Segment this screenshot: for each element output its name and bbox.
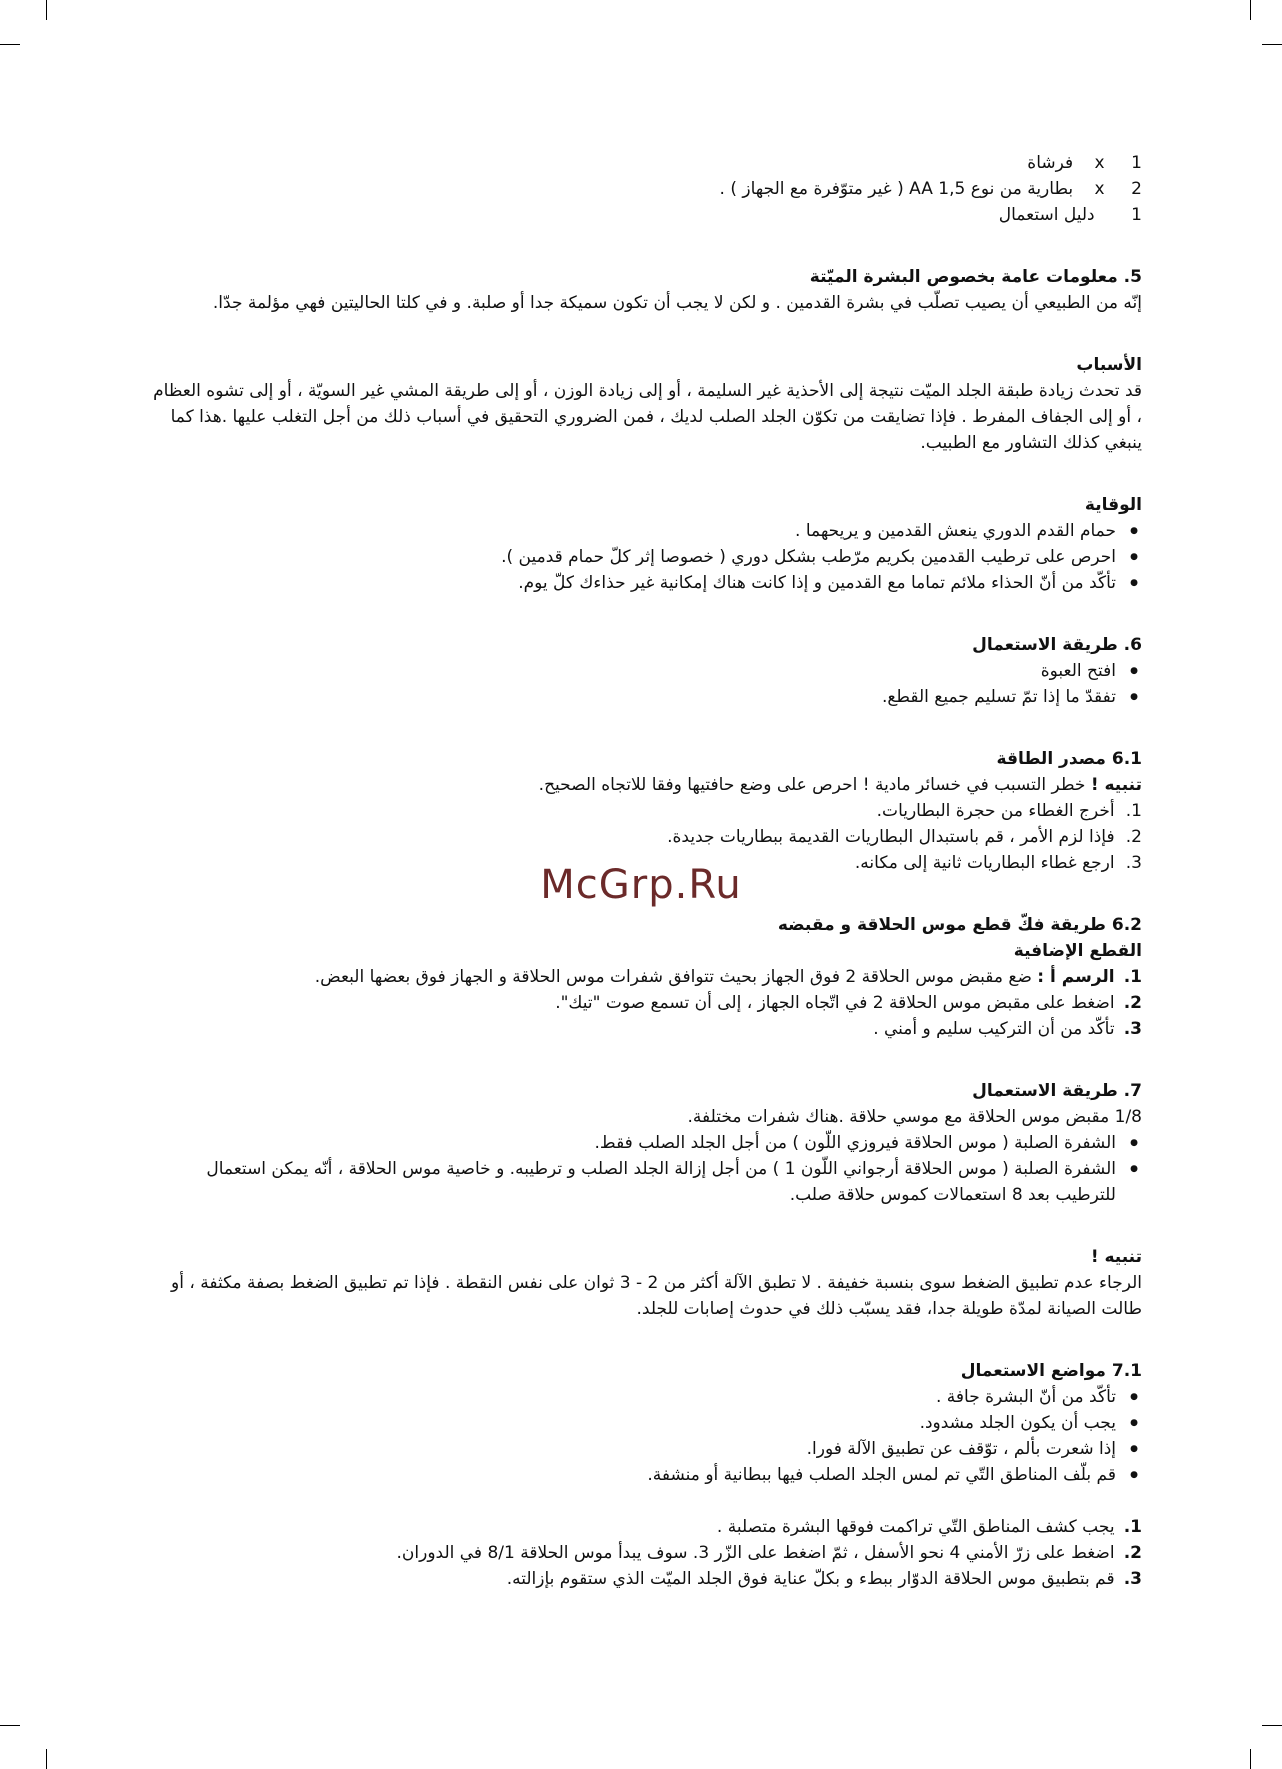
package-contents [120, 150, 1142, 228]
step-text: فإذا لزم الأمر ، قم باستبدال البطاريات القديمة ببطاريات جديدة. [667, 827, 1115, 847]
step-number: 3. [1125, 853, 1142, 873]
paragraph [120, 1104, 1142, 1130]
crop-mark [0, 44, 20, 45]
paragraph-line: قد تحدث زيادة طبقة الجلد الميّت نتيجة إلى الأحذية غير السليمة ، أو إلى زيادة الوزن ، أو إلى طريقة المشي غير السويّة ، أو إلى تشوه العظام [153, 381, 1142, 401]
step-text: ارجع غطاء البطاريات ثانية إلى مكانه. [854, 853, 1115, 873]
step-number: 2. [1125, 827, 1142, 847]
crop-mark [1262, 1725, 1282, 1726]
bullet-item: ● افتح العبوة [120, 658, 1142, 684]
section-title: 6.2 طريقة فكّ قطع موس الحلاقة و مقبضه [777, 915, 1142, 935]
bullet-item [120, 1156, 1142, 1208]
numbered-step [120, 1016, 1142, 1042]
warning-label: تنبيه ! [1090, 775, 1142, 795]
bullet-item: ● قم بلّف المناطق التّي تم لمس الجلد الصلب فيها ببطانية أو منشفة. [120, 1462, 1142, 1488]
item-text: دليل استعمال [998, 205, 1095, 225]
numbered-step [120, 824, 1142, 850]
bullet-item: ● احرص على ترطيب القدمين بكريم مرّطب بشكل دوري ( خصوصا إثر كلّ حمام قدمين ). [120, 544, 1142, 570]
paragraph: إنّه من الطبيعي أن يصيب تصلّب في بشرة القدمين . و لكن لا يجب أن تكون سميكة جدا أو صلبة. و في كلتا الحاليتين فهي مؤلمة جدّا. [212, 293, 1142, 313]
figure-label: الرسم أ : [1037, 967, 1115, 987]
bullet-item: ● تفقدّ ما إذا تمّ تسليم جميع القطع. [120, 684, 1142, 710]
numbered-step [120, 964, 1142, 990]
bullet-item: ● الشفرة الصلبة ( موس الحلاقة فيروزي اللّون ) من أجل الجلد الصلب فقط. [120, 1130, 1142, 1156]
step-text: يجب كشف المناطق التّي تراكمت فوقها البشرة متصلبة . [716, 1517, 1115, 1537]
bullet-line: ● الشفرة الصلبة ( موس الحلاقة أرجواني اللّون 1 ) من أجل إزالة الجلد الصلب و ترطيبه. و خاصية موس الحلاقة ، أنّه يمكن استعمال [206, 1159, 1116, 1179]
warning-text: خطر التسبب في خسائر مادية ! احرص على وضع حافتيها وفقا للاتجاه الصحيح. [538, 775, 1091, 795]
item-text: بطارية من نوع AA 1,5 ( غير متوّفرة مع الجهاز ) . [719, 179, 1074, 199]
package-item [120, 150, 1142, 176]
item-text: فرشاة [1027, 153, 1074, 173]
step-number: 2. [1123, 993, 1142, 1013]
warning-title: تنبيه ! [1090, 1247, 1142, 1267]
bullet-line: للترطيب بعد 8 استعمالات كموس حلاقة صلب. [789, 1185, 1116, 1205]
numbered-step [120, 798, 1142, 824]
paragraph-line: ينبغي كذلك التشاور مع الطبيب. [920, 433, 1142, 453]
step-text: اضغط على مقبض موس الحلاقة 2 في اتّجاه الجهاز ، إلى أن تسمع صوت "تيك". [555, 993, 1115, 1013]
paragraph-text: مقبض موس الحلاقة مع موسي حلاقة .هناك شفرات مختلفة. [687, 1107, 1110, 1127]
bullet-item: ● تأكّد من أنّ الحذاء ملائم تماما مع القدمين و إذا كانت هناك إمكانية غير حذاءك كلّ يوم. [120, 570, 1142, 596]
bullet-item: ● يجب أن يكون الجلد مشدود. [120, 1410, 1142, 1436]
subsection-title: الأسباب [1076, 355, 1142, 375]
paragraph-line: طالت الصيانة لمدّة طويلة جدا، فقد يسبّب ذلك في حدوث إصابات للجلد. [636, 1299, 1142, 1319]
step-text: أخرج الغطاء من حجرة البطاريات. [876, 801, 1115, 821]
section-title: 7.1 مواضع الاستعمال [960, 1361, 1142, 1381]
paragraph-line: الرجاء عدم تطبيق الضغط سوى بنسبة خفيفة . لا تطبق الآلة أكثر من 2 - 3 ثوان على نفس النقطة . فإذا تم تطبيق الضغط بصفة مكثفة ، أو [171, 1273, 1142, 1293]
section-title: 6.1 مصدر الطاقة [996, 749, 1142, 769]
section-title: 7. طريقة الاستعمال [972, 1081, 1142, 1101]
step-text: ضع مقبض موس الحلاقة 2 فوق الجهاز بحيث تتوافق شفرات موس الحلاقة و الجهاز فوق بعضها البعض. [314, 967, 1032, 987]
section-title: 5. معلومات عامة بخصوص البشرة الميّتة [809, 267, 1142, 287]
package-item [120, 202, 1142, 228]
step-number: 3. [1123, 1569, 1142, 1589]
step-number: 1. [1125, 801, 1142, 821]
item-x: x [1094, 179, 1105, 199]
bullet-item: ● تأكّد من أنّ البشرة جافة . [120, 1384, 1142, 1410]
crop-mark [46, 0, 47, 20]
numbered-step [120, 1566, 1142, 1592]
step-text: اضغط على زرّ الأمني 4 نحو الأسفل ، ثمّ اضغط على الزّر 3. سوف يبدأ موس الحلاقة 8/1 في الدوران. [396, 1543, 1115, 1563]
numbered-step [120, 1540, 1142, 1566]
step-number: 1. [1123, 1517, 1142, 1537]
watermark: McGrp.Ru [540, 862, 742, 908]
step-number: 3. [1123, 1019, 1142, 1039]
item-qty: 1 [1131, 205, 1142, 225]
crop-mark [1250, 0, 1251, 20]
item-x: x [1094, 153, 1105, 173]
bullet-item: ● حمام القدم الدوري ينعش القدمين و يريحهما . [120, 518, 1142, 544]
step-number: 2. [1123, 1543, 1142, 1563]
warning-line [120, 772, 1142, 798]
paragraph-line: ، أو إلى الجفاف المفرط . فإذا تضايقت من تكوّن الجلد الصلب لديك ، فمن الضروري التحقيق في أسباب ذلك من أجل التغلب عليها .هذا كما [170, 407, 1142, 427]
crop-mark [46, 1749, 47, 1769]
step-number: 1. [1123, 967, 1142, 987]
crop-mark [1250, 1749, 1251, 1769]
step-text: قم بتطبيق موس الحلاقة الدوّار ببطء و بكلّ عناية فوق الجلد الميّت الذي ستقوم بإزالته. [506, 1569, 1115, 1589]
part-number: 1/8 [1114, 1107, 1142, 1127]
crop-mark [0, 1725, 20, 1726]
item-qty: 2 [1131, 179, 1142, 199]
numbered-step [120, 990, 1142, 1016]
step-text: تأكّد من أن التركيب سليم و أمني . [873, 1019, 1115, 1039]
crop-mark [1262, 44, 1282, 45]
subsection-title: الوقاية [1084, 495, 1142, 515]
item-qty: 1 [1131, 153, 1142, 173]
package-item [120, 176, 1142, 202]
section-title: 6. طريقة الاستعمال [972, 635, 1142, 655]
numbered-step [120, 1514, 1142, 1540]
subsection-title: القطع الإضافية [1013, 941, 1142, 961]
bullet-item: ● إذا شعرت بألم ، توّقف عن تطبيق الآلة فورا. [120, 1436, 1142, 1462]
